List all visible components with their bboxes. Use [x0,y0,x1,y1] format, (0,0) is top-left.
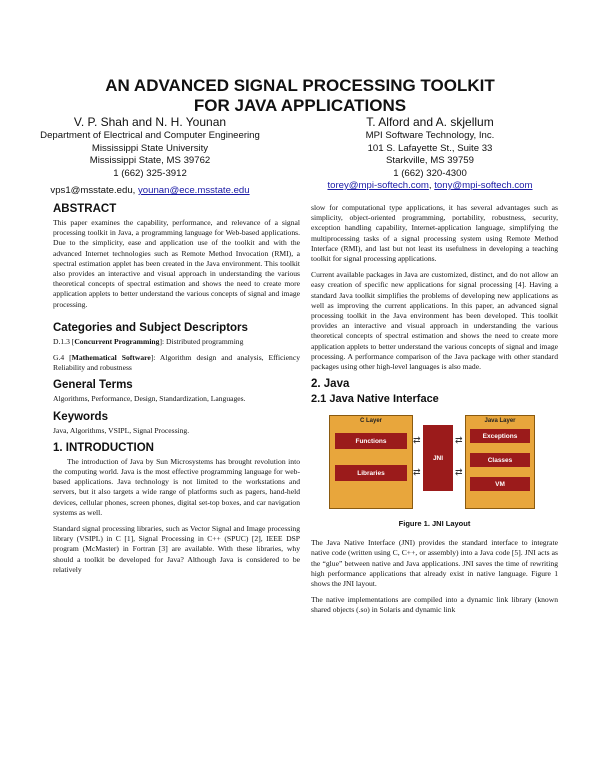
keywords-heading: Keywords [53,410,108,423]
jni-heading: 2.1 Java Native Interface [311,393,439,406]
classes-box: Classes [470,453,530,467]
libraries-box: Libraries [335,465,407,481]
affiliation-left-1: Department of Electrical and Computer Engineering [40,130,260,141]
affiliation-right-3: Starkville, MS 39759 [386,155,474,166]
paper-title-line1: AN ADVANCED SIGNAL PROCESSING TOOLKIT [105,76,495,95]
affiliation-left-2: Mississippi State University [91,142,209,154]
paragraph-continued: slow for computational type applications, it has several advantages such as simplicity, object-oriented programming, portability, robustness, security, exception handling capability, Internet-application language, simplifying the multiprocessing tasks of a signal processing system using Remote Method Interface (RMI), and last but not least its usefulness in developing a teaching toolkit for signal processing applications. [311,203,558,264]
affiliation-right-2: 101 S. Lafayette St., Suite 33 [367,142,493,154]
exceptions-box: Exceptions [470,429,530,443]
author-names-right: T. Alford and A. skjellum [366,115,494,129]
jni-layout-figure [327,413,537,513]
keywords-text: Java, Algorithms, VSIPL, Signal Processing. [53,425,190,435]
paragraph-current-packages: Current available packages in Java are customized, distinct, and do not allow an easy creation of specific new applications for signal processing [4]. Having a standard Java toolkit simplifies the problems of developing new applications as well as improving the current applications. In this paper, an advanced signal processing toolkit in the Java environment has been developed. This toolkit provides an interactive and visual approach in understanding the various theoretical concepts of spectral estimation and shows the need to create more application applets to better understand the various concepts of signal and image processing. A performance comparison of the Java package with other standard packages using other high-level languages is also made. [311,270,558,372]
c-layer-label: C Layer [359,418,382,425]
paragraph-jni: The Java Native Interface (JNI) provides the standard interface to integrate native code (written using C, C++, or assembly) into a Java code [5]. JNI acts as the “glue” between native and Java applications. JNI saves the time of rewriting high performance applications that already exist in native language. Figure 1 shows the JNI layout. [311,538,558,589]
introduction-paragraph-2: Standard signal processing libraries, such as Vector Signal and Image processing library (VSIPL) in C [1], Signal Processing in C++ (SPUC) [2], IEEE DSP program (McMaster) in Fortran [3] are available. With these libraries, why should a toolkit be developed for Java? Although Java is considered to be relatively [53,524,300,574]
figure-caption: Figure 1. JNI Layout [398,519,471,529]
arrow-right-icon: ⇄ [413,467,421,478]
phone-right: 1 (662) 320-4300 [393,167,467,179]
abstract-text: This paper examines the capability, performance, and relevance of a signal processing toolkit in Java, a programming language for Web-based applications. Due to the simplicity, ease and application use of the toolkit and with the advanced Internet technologies such as Remote Method Invocation (RMI), a spectral estimation applet has been created in the Java environment. This toolkit also provides an interactive and visual approach in understanding the various theoretical concepts of spectral estimation and shows the need to create more application applets to better understand the various concepts of signal and image processing. [53,218,300,309]
paragraph-native-impl: The native implementations are compiled into a dynamic link library (known shared objects (.so) in Solaris and dynamic link [311,595,558,615]
java-heading: 2. Java [311,378,350,391]
author-block-left [20,115,280,198]
c-layer-box [329,415,413,509]
introduction-heading: 1. INTRODUCTION [53,441,154,454]
introduction-paragraph-1: The introduction of Java by Sun Microsystems has brought revolution into the computing world. Java is the most effective programming language for web-based applications. Java technology is not limited to the workstations and servers, but it also targets a wide range of platforms such as pagers, hand-held devices, cellular phones, screen phones, digital set-top boxes, and car navigation systems as well. [53,456,300,517]
arrow-right-icon: ⇄ [413,435,421,446]
jni-box: JNI [423,425,453,491]
abstract-heading: ABSTRACT [53,203,117,215]
categories-heading: Categories and Subject Descriptors [53,321,248,334]
category-2: G.4 [Mathematical Software]: Algorithm design and analysis, Efficiency Reliability and robustness [53,353,300,373]
email-younan-link[interactable]: younan@ece.msstate.edu [138,185,250,196]
email-vps1: vps1@msstate.edu, [50,185,136,196]
category-1: D.1.3 [Concurrent Programming]: Distributed programming [53,336,244,346]
affiliation-left-3: Mississippi State, MS 39762 [89,155,211,166]
email-torey-link[interactable]: torey@mpi-softech.com [327,180,429,191]
functions-box: Functions [335,433,407,449]
emails-left [20,185,280,198]
general-terms-text: Algorithms, Performance, Design, Standardization, Languages. [53,394,246,404]
email-separator: , [428,180,432,191]
left-column [53,203,300,581]
arrow-right-icon: ⇄ [455,467,463,478]
email-tony-link[interactable]: tony@mpi-softech.com [434,180,533,191]
java-layer-label: Java Layer [484,418,516,425]
author-names-left: V. P. Shah and N. H. Younan [73,115,227,129]
general-terms-heading: General Terms [53,379,133,392]
paper-title-line2: FOR JAVA APPLICATIONS [193,96,407,115]
author-block-right [300,115,560,193]
affiliation-right-1: MPI Software Technology, Inc. [365,130,495,141]
arrow-right-icon: ⇄ [455,435,463,446]
vm-box: VM [470,477,530,491]
right-column [311,203,558,622]
emails-right [300,180,560,193]
phone-left: 1 (662) 325-3912 [113,167,187,179]
